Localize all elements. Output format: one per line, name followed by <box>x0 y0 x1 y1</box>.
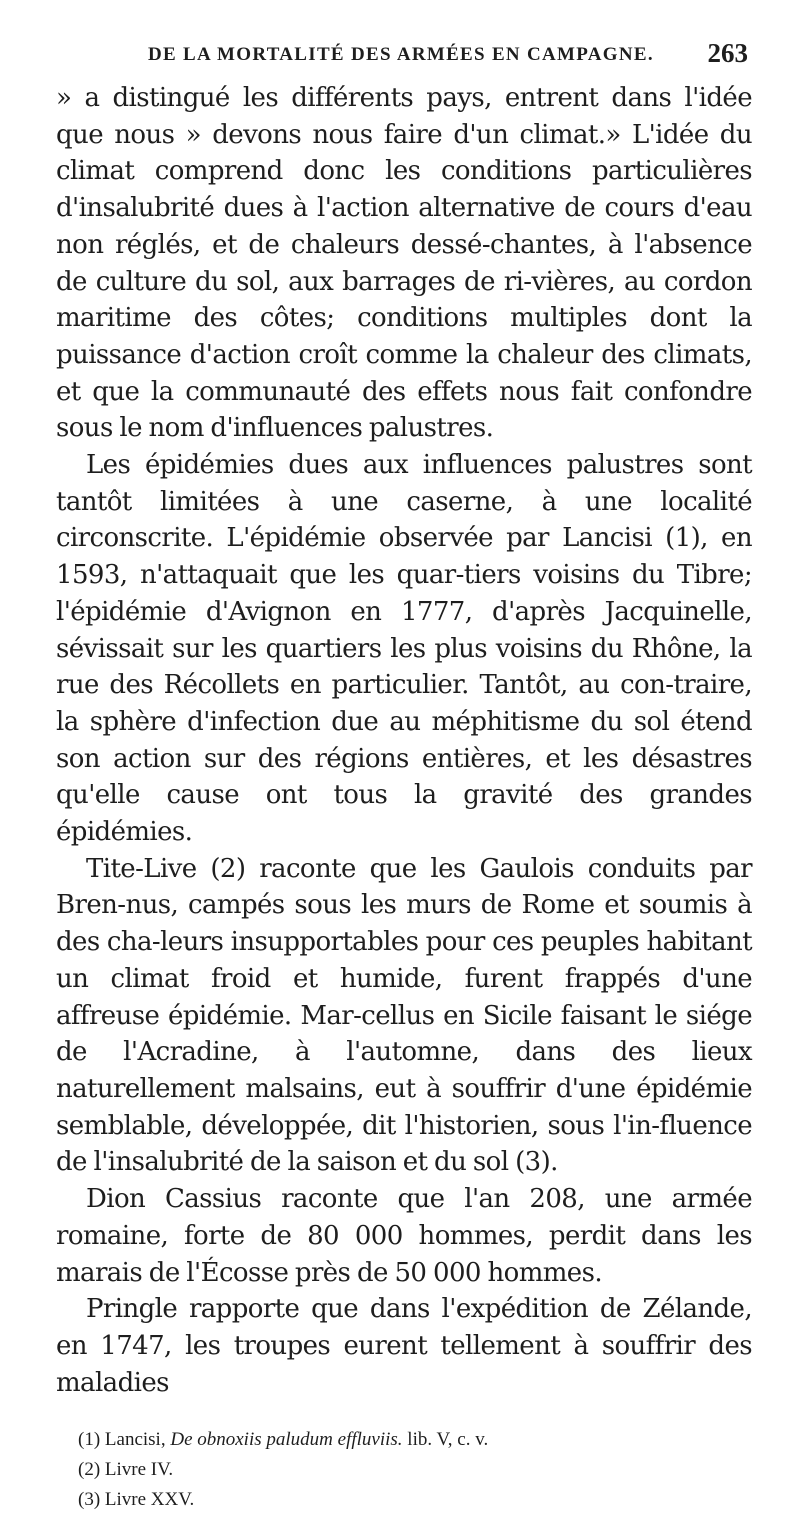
footnote-1 <box>78 1425 752 1455</box>
running-title: DE LA MORTALITÉ DES ARMÉES EN CAMPAGNE. <box>148 44 654 65</box>
footnote-2 <box>78 1455 752 1485</box>
footnote-reference: lib. V, c. v. <box>407 1429 489 1451</box>
footnote-text: Lancisi, <box>104 1429 166 1451</box>
paragraph-3: Tite-Live (2) raconte que les Gaulois conduits par Bren-nus, campés sous les murs de Rome et soumis à des cha-leurs insupportables pour ces peuples habitant un climat froid et humide, furent frappés d'une affreuse épidémie. Mar-cellus en Sicile faisant le siége de l'Acradine, à l'automne, dans des lieux naturellement malsains, eut à souffrir d'une épidémie semblable, développée, dit l'historien, sous l'in-fluence de l'insalubrité de la saison et du sol (3). <box>56 853 752 1178</box>
footnote-text: Livre XXV. <box>104 1489 195 1511</box>
paragraph-5: Pringle rapporte que dans l'expédition de Zélande, en 1747, les troupes eurent tellement à souffrir des maladies <box>56 1294 752 1398</box>
paragraph-2: Les épidémies dues aux influences palustres sont tantôt limitées à une caserne, à une localité circonscrite. L'épidémie observée par Lancisi (1), en 1593, n'attaquait que les quar-tiers voisins du Tibre; l'épidémie d'Avignon en 1777, d'après Jacquinelle, sévissait sur les quartiers les plus voisins du Rhône, la rue des Récollets en particulier. Tantôt, au con-traire, la sphère d'infection due au méphitisme du sol étend son action sur des régions entières, et les désastres qu'elle cause ont tous la gravité des grandes épidémies. <box>56 450 752 848</box>
footnotes <box>56 1425 752 1515</box>
running-head <box>56 40 752 80</box>
page-number: 263 <box>707 38 748 68</box>
footnote-marker: (1) <box>78 1429 101 1451</box>
paragraph-1: » a distingué les différents pays, entrent dans l'idée que nous » devons nous faire d'un climat.» L'idée du climat comprend donc les conditions particulières d'insalubrité dues à l'action alternative de cours d'eau non réglés, et de chaleurs dessé-chantes, à l'absence de culture du sol, aux barrages de ri-vières, au cordon maritime des côtes; conditions multiples dont la puissance d'action croît comme la chaleur des climats, et que la communauté des effets nous fait confondre sous le nom d'influences palustres. <box>56 83 752 444</box>
footnote-3 <box>78 1485 752 1515</box>
footnote-marker: (2) <box>78 1459 101 1481</box>
footnote-title: De obnoxiis paludum effluviis. <box>170 1429 403 1451</box>
footnote-marker: (3) <box>78 1489 101 1511</box>
body-text <box>56 80 752 1401</box>
footnote-text: Livre IV. <box>104 1459 174 1481</box>
paragraph-4: Dion Cassius raconte que l'an 208, une armée romaine, forte de 80 000 hommes, perdit dans les marais de l'Écosse près de 50 000 hommes. <box>56 1184 752 1288</box>
